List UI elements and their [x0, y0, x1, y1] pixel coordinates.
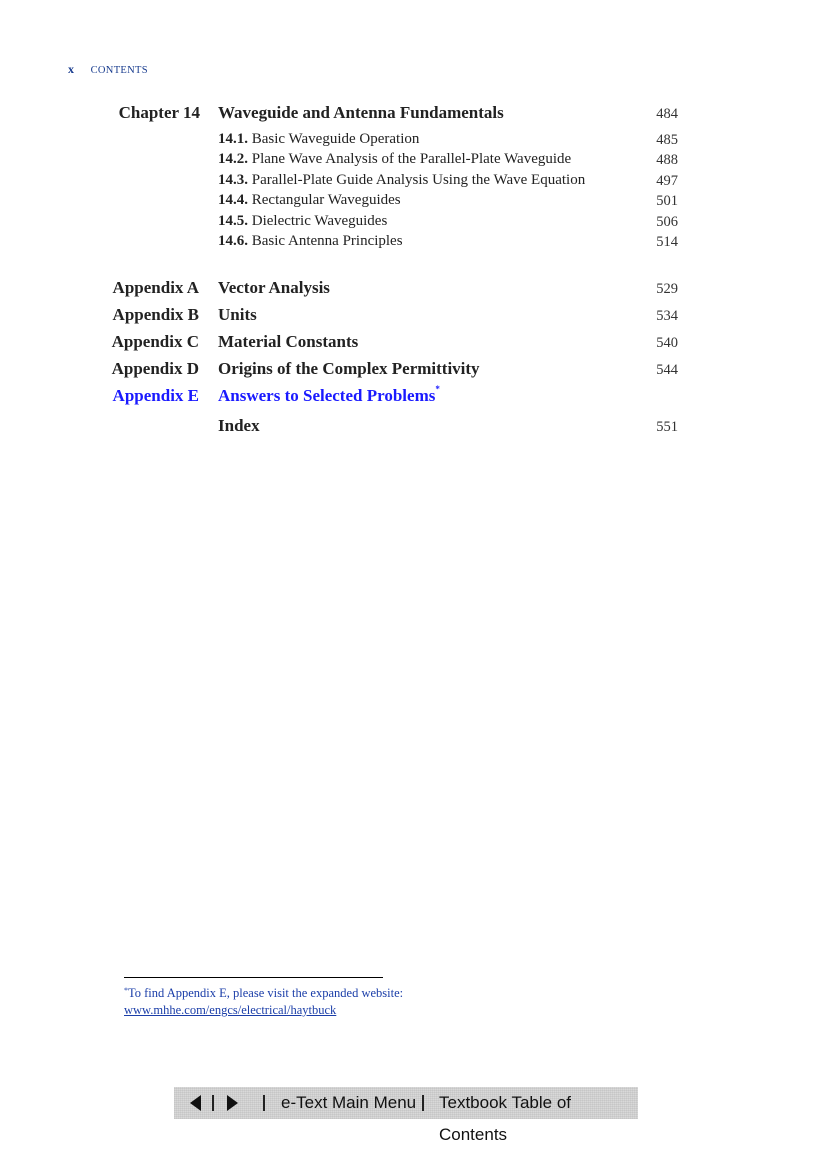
appendix-page: 544: [656, 362, 678, 378]
section-entry: [218, 192, 401, 209]
section-page: 485: [656, 132, 678, 148]
appendix-page: 534: [656, 308, 678, 324]
appendix-page: 540: [656, 335, 678, 351]
header-label: CONTENTS: [90, 65, 148, 76]
appendix-e-link[interactable]: Appendix E: [112, 386, 199, 405]
footnote-url-link[interactable]: www.mhhe.com/engcs/electrical/haytbuck: [124, 1003, 337, 1017]
section-title: Dielectric Waveguides: [251, 213, 388, 229]
appendix-title: Origins of the Complex Permittivity: [218, 359, 480, 378]
section-page: 514: [656, 234, 678, 250]
page-numeral: x: [68, 62, 74, 76]
footnote-marker: *: [124, 986, 128, 995]
main-menu-link[interactable]: e-Text Main Menu: [281, 1093, 417, 1112]
section-number: 14.2.: [218, 151, 248, 167]
nav-separator: [263, 1095, 265, 1111]
appendix-label: Appendix C: [111, 332, 199, 351]
navigation-bar: [174, 1087, 638, 1144]
section-entry: [218, 172, 585, 189]
section-title: Parallel-Plate Guide Analysis Using the Wave Equation: [251, 172, 586, 188]
appendix-title: Vector Analysis: [218, 278, 330, 297]
section-number: 14.3.: [218, 172, 248, 188]
section-page: 488: [656, 152, 678, 168]
section-number: 14.1.: [218, 131, 248, 147]
footnote-url-row: [124, 1003, 336, 1018]
section-page: 497: [656, 173, 678, 189]
running-header: [68, 62, 148, 77]
index-page: 551: [656, 419, 678, 435]
appendix-title: Material Constants: [218, 332, 359, 351]
appendix-label: Appendix D: [111, 359, 199, 378]
section-title: Basic Antenna Principles: [251, 233, 403, 249]
appendix-label: Appendix B: [112, 305, 199, 324]
table-of-contents-link[interactable]: Textbook Table of Contents: [439, 1093, 571, 1144]
section-title: Basic Waveguide Operation: [251, 131, 420, 147]
section-entry: [218, 213, 387, 230]
footnote-marker: *: [435, 384, 440, 394]
footnote-text: [124, 986, 403, 1001]
footnote-body: To find Appendix E, please visit the expanded website:: [128, 986, 404, 1000]
nav-separator: [212, 1095, 214, 1111]
appendix-label: Appendix A: [112, 278, 199, 297]
index-title: Index: [218, 416, 260, 435]
section-number: 14.5.: [218, 213, 248, 229]
section-number: 14.6.: [218, 233, 248, 249]
section-title: Rectangular Waveguides: [251, 192, 401, 208]
chapter-label: Chapter 14: [118, 103, 200, 122]
section-entry: [218, 131, 419, 148]
section-page: 506: [656, 214, 678, 230]
chapter-title: Waveguide and Antenna Fundamentals: [218, 103, 504, 122]
section-entry: [218, 151, 571, 168]
section-number: 14.4.: [218, 192, 248, 208]
chapter-page: 484: [656, 106, 678, 122]
appendix-title: Units: [218, 305, 257, 324]
next-page-icon[interactable]: [227, 1095, 238, 1111]
section-title: Plane Wave Analysis of the Parallel-Plate Waveguide: [251, 151, 572, 167]
appendix-e-title-link[interactable]: [218, 386, 440, 406]
appendix-page: 529: [656, 281, 678, 297]
footnote-rule: [124, 977, 383, 978]
appendix-title[interactable]: Answers to Selected Problems: [218, 386, 436, 405]
nav-separator: [422, 1095, 424, 1111]
previous-page-icon[interactable]: [190, 1095, 201, 1111]
section-page: 501: [656, 193, 678, 209]
section-entry: [218, 233, 403, 250]
